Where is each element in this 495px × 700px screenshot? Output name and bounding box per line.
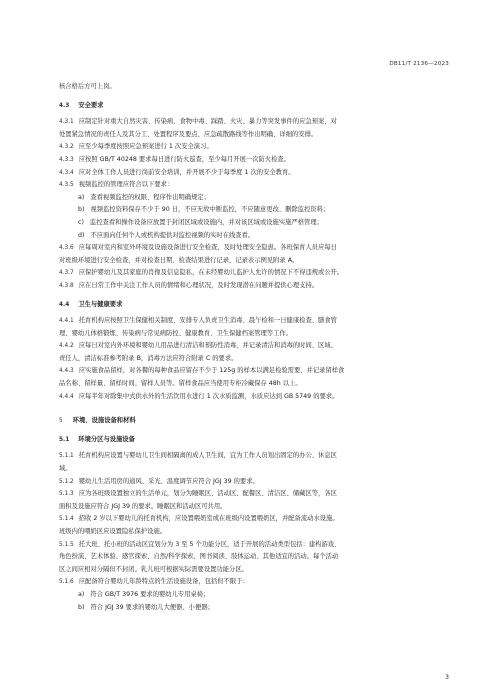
clause-number: 4.3.4 [59,169,74,176]
clause-text: 应保护婴幼儿及其家庭的肖像及信息隐私，在未经婴幼儿监护人允许的情况下不得违规或公开。 [78,269,344,277]
clause-text: 应每日对室内外环境和婴幼儿用品进行清洁和预防性消毒，并记录清洁和消毒的时间、区域、 [78,342,337,350]
list-text: 查看视频监控的权限、程序作出明确规定； [90,193,210,201]
clause-text: 托育机构应设置与婴幼儿卫生间相隔离的成人卫生间，宜为工作人员划出固定的办公、休息区 [78,452,337,460]
clause-text: 应每周对室内和室外环境及设施设备进行安全检查，及时处理安全隐患。各班保育人员应每日 [78,244,337,252]
clause-4-3-3 [59,154,449,167]
clause-4-3-4 [59,167,449,180]
chapter-heading-5 [59,415,449,428]
list-label: c) [78,218,84,226]
clause-5-1-1 [59,450,449,463]
clause-text: 应为各班级设置独立的生活单元，划分为睡眠区、活动区、配餐区、清洁区、储藏区等，各区 [78,490,337,498]
list-label: d) [78,231,85,239]
list-item [59,217,449,230]
clause-text: 应制定针对重大自然灾害、传染病、食物中毒、踩踏、火灾、暴力等突发事件的应急预案，对 [78,118,337,126]
list-text: 不应面向任何个人或机构提供对监控视频的实时在线查看。 [90,231,255,239]
paragraph-line: 角色扮演、艺术体验、感官探索、自然/科学探索、图书阅读、肢体运动、其他适宜的活动。每个活动 [59,553,339,561]
clause-4-3-8 [59,280,449,293]
paragraph-line: 处置紧急情况的责任人及其分工、处置程序及要点、应急疏散路线等作出明确、详细的安排。 [59,130,318,138]
paragraph-line: 理、婴幼儿体格锻炼、传染病与常见病防控、健康教育、卫生保健档案管理等工作。 [59,329,292,337]
list-label: b) [78,206,85,214]
clause-number: 4.3.3 [59,156,74,163]
clause-number: 4.3.1 [59,119,74,126]
list-item [59,230,449,243]
clause-text: 招收 2 岁以下婴幼儿的托育机构，应设置喂奶室或在班级内设置喂奶区，并配备流动水设施。 [78,515,339,523]
paragraph-line: 域。 [59,465,72,473]
clause-number: 4.3.6 [59,245,74,252]
list-text: 视频监控资料保存不少于 90 日，不应无故中断监控，不应随意更改、删除监控资料； [90,206,330,214]
clause-number: 5.1.5 [59,541,74,548]
paragraph-line: 班级内的喂奶区应设置隐私保护设施。 [59,528,167,535]
clause-text: 视频监控的管理应符合以下要求： [78,181,174,189]
clause-text: 应每半年对除集中式供水外的生活饮用水进行 1 次水质监测，水质应达到 GB 5749 的要求。 [78,392,339,400]
clause-text: 应按照 GB/T 40248 要求每日进行防火巡查，至少每月开展一次防火检查。 [78,155,290,163]
section-title: 安全要求 [78,101,104,109]
clause-5-1-2 [59,476,449,489]
paragraph-line: 区之间应相对分隔但不封闭。乳儿班可根据实际需要设置功能分区。 [59,565,248,573]
section-number: 4.4 [59,301,70,308]
clause-number: 4.3.5 [59,182,74,189]
document-body [59,81,449,614]
list-label: a) [78,590,85,598]
clause-number: 4.3.8 [59,282,74,289]
list-label: a) [78,193,85,201]
paragraph-line: 面积及设施应符合 JGJ 39 的要求。睡眠区和活动区可共用。 [59,502,227,510]
clause-4-4-2 [59,340,449,353]
list-item [59,204,449,217]
clause-4-3-7 [59,267,449,280]
clause-text: 托育机构应按照卫生保健相关制度，安排专人负责卫生消毒、晨午检和一日健康检查、膳食管 [78,317,337,325]
clause-5-1-3 [59,488,449,501]
clause-number: 5.1.2 [59,478,74,485]
clause-4-3-1 [59,116,449,129]
clause-number: 4.4.1 [59,318,74,325]
list-item [59,192,449,205]
clause-text: 应至少每季度按照应急预案进行 1 次安全演习。 [78,143,213,151]
section-number: 4.3 [59,102,70,109]
list-text: 符合 GB/T 3976 要求的婴幼儿专用桌椅； [90,590,210,598]
clause-text: 应对全体工作人员进行岗前安全培训，并开展不少于每季度 1 次的安全教育。 [78,168,295,176]
paragraph-line: 责任人，清洁标准参考附录 B，消毒方法应符合附录 C 的要求。 [59,354,238,362]
list-label: b) [78,603,85,611]
paragraph-line: 对班级环境进行安全检查，并对检查日期、检查结果进行记录，记录表示例见附录 A。 [59,256,299,264]
paragraph-line: 品名称、留样量、留样时间、留样人员等。留样食品应当使用专柜冷藏保存 48h 以上。 [59,380,302,388]
clause-number: 4.4.4 [59,393,74,400]
section-title: 卫生与健康要求 [78,300,123,308]
standard-code: DB11/T 2136—2023 [389,61,449,67]
clause-text: 托大班、托小班的活动区宜划分为 3 至 5 个功能分区，适于开展的活动类型包括：建构游戏、 [78,540,341,548]
chapter-title: 环境、设施设备和材料 [72,417,136,425]
clause-number: 5.1.3 [59,491,74,498]
clause-5-1-4 [59,513,449,526]
section-heading-4-4 [59,299,449,312]
clause-number: 4.4.3 [59,368,74,375]
section-number: 5.1 [59,436,70,443]
clause-4-4-4 [59,391,449,404]
clause-text: 应实施食品留样，对各餐的每种食品应留存不少于 125g 的样本以满足检验需要，并记录留样食 [78,367,345,375]
list-item [59,589,449,602]
clause-4-4-1 [59,315,449,328]
clause-number: 4.3.2 [59,144,74,151]
list-text: 监控查看和操作设备应放置于封闭区域或设施内，并对该区域或设施实施严格管理； [89,218,323,226]
list-item [59,602,449,615]
clause-5-1-6 [59,576,449,589]
section-title: 环境分区与设施设备 [78,435,135,443]
clause-number: 5.1.1 [59,453,74,460]
clause-4-3-6 [59,242,449,255]
clause-4-3-2 [59,141,449,154]
list-text: 符合 JGJ 39 要求的婴幼儿大便器、小便器； [90,603,214,611]
clause-number: 4.3.7 [59,270,74,277]
clause-number: 5.1.4 [59,516,74,523]
clause-text: 应配备符合婴幼儿年龄特点的生活设施设备，包括但不限于： [78,578,249,586]
clause-text: 应在日常工作中关注工作人员的情绪和心理状况，及时发现潜在问题并提供心理支持。 [78,281,319,289]
clause-number: 5.1.6 [59,579,74,586]
chapter-number: 5 [59,418,63,425]
clause-number: 4.4.2 [59,343,74,350]
clause-4-4-3 [59,365,449,378]
section-heading-5-1 [59,434,449,447]
section-heading-4-3 [59,100,449,113]
page-number: 3 [445,674,449,681]
clause-text: 婴幼儿生活用房的通风、采光、温度调节应符合 JGJ 39 的要求。 [78,477,259,485]
clause-5-1-5 [59,539,449,552]
clause-4-3-5 [59,179,449,192]
paragraph-line: 核合格后方可上岗。 [59,83,116,90]
